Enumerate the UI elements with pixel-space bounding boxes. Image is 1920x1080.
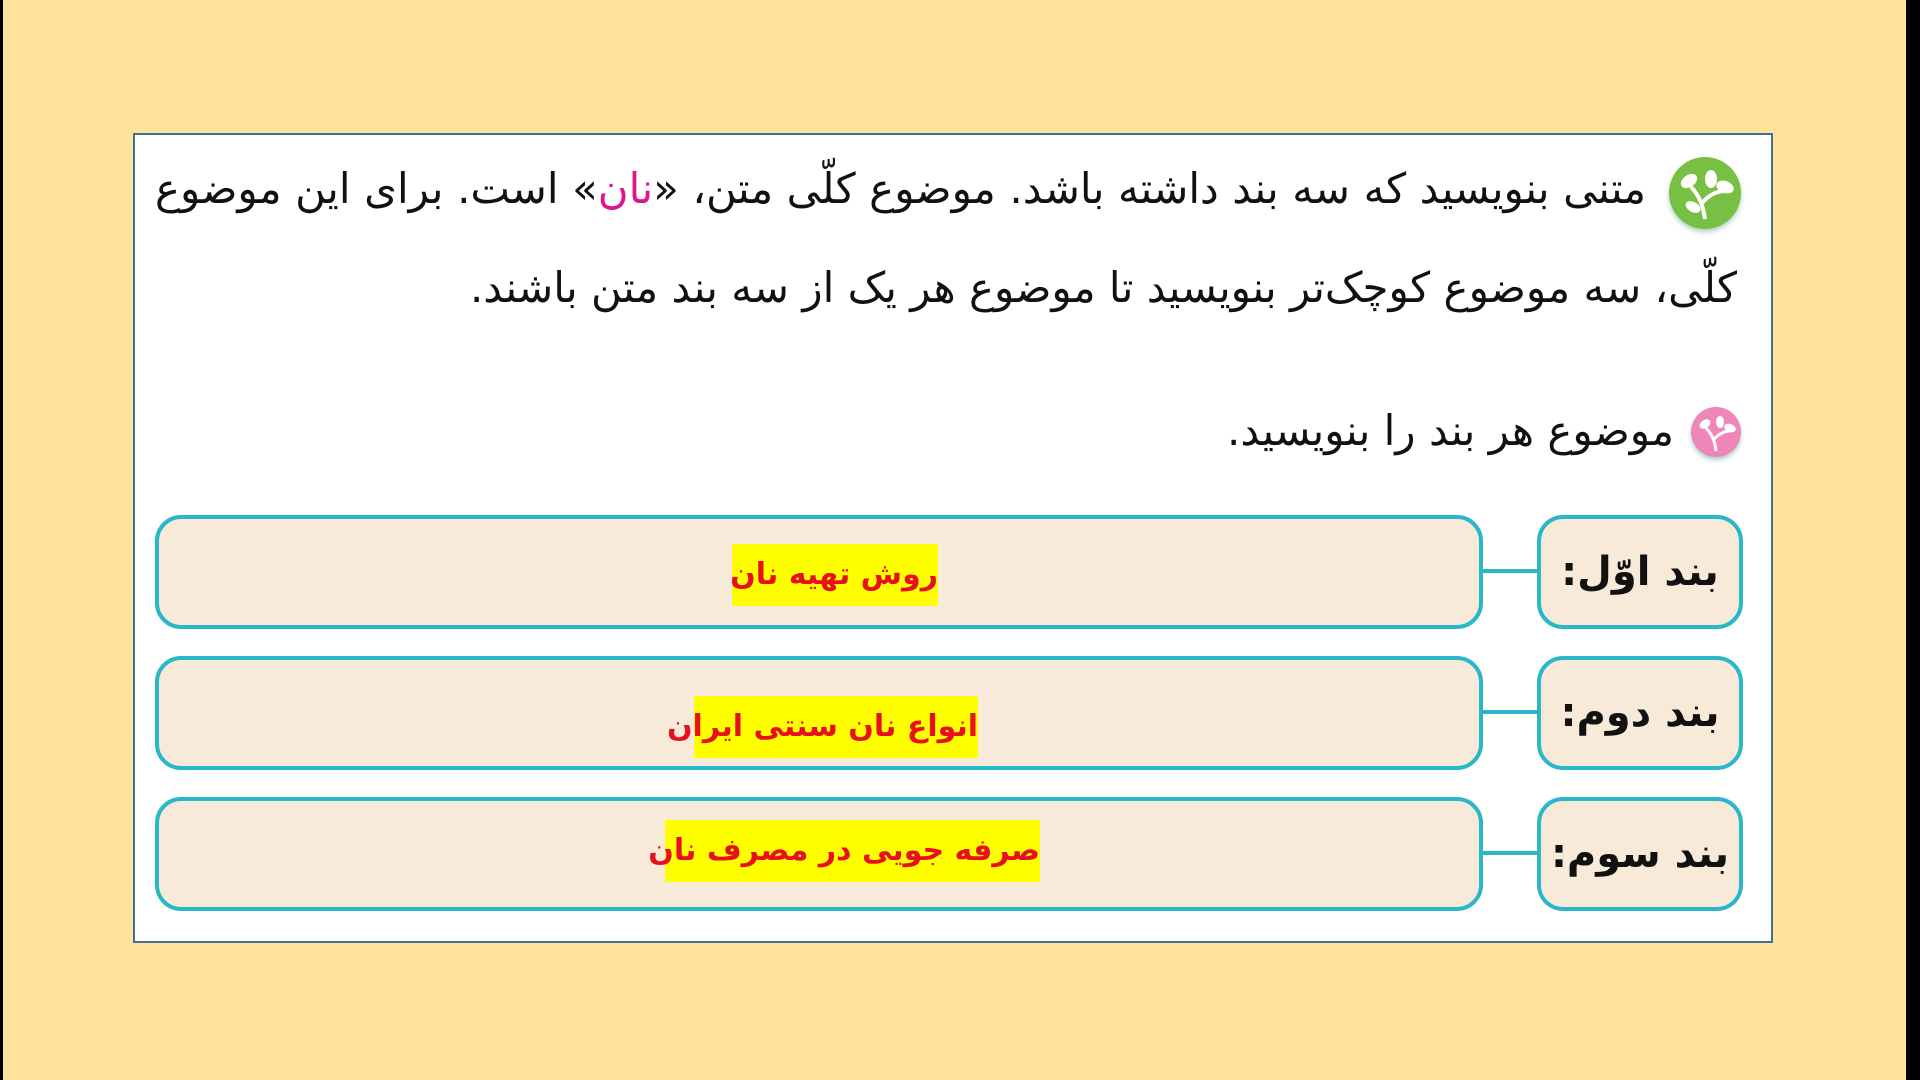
paragraph-row-1 [155, 515, 1743, 629]
paragraph-row-2 [155, 656, 1743, 770]
pink-plant-badge-icon [1691, 407, 1741, 457]
answer-text-2: انواع نان سنتی ایران [694, 696, 978, 758]
paragraph-label-2: بند دوم: [1537, 656, 1743, 770]
instruction-line-1: متنی بنویسید که سه بند داشته باشد. موضوع کلّی متن، «نان» است. برای این موضوع [155, 164, 1647, 213]
paragraph-row-3 [155, 797, 1743, 911]
answer-text-1: روش تهیه نان [732, 544, 938, 606]
answer-field-1[interactable] [155, 515, 1483, 629]
connector-line [1483, 851, 1537, 855]
answer-field-3[interactable] [155, 797, 1483, 911]
answer-text-3: صرفه جویی در مصرف نان [665, 820, 1040, 882]
connector-line [1483, 710, 1537, 714]
connector-line [1483, 569, 1537, 573]
exercise-card [133, 133, 1773, 943]
slide-background [3, 0, 1913, 1080]
highlighted-topic: نان [597, 164, 654, 213]
sub-instruction: موضوع هر بند را بنویسید. [1227, 406, 1674, 455]
green-plant-badge-icon [1669, 157, 1741, 229]
paragraph-label-1: بند اوّل: [1537, 515, 1743, 629]
paragraph-label-3: بند سوم: [1537, 797, 1743, 911]
window-edge [1906, 0, 1913, 1080]
answer-field-2[interactable] [155, 656, 1483, 770]
instruction-line-2: کلّی، سه موضوع کوچک‌تر بنویسید تا موضوع هر یک از سه بند متن باشند. [469, 263, 1737, 312]
